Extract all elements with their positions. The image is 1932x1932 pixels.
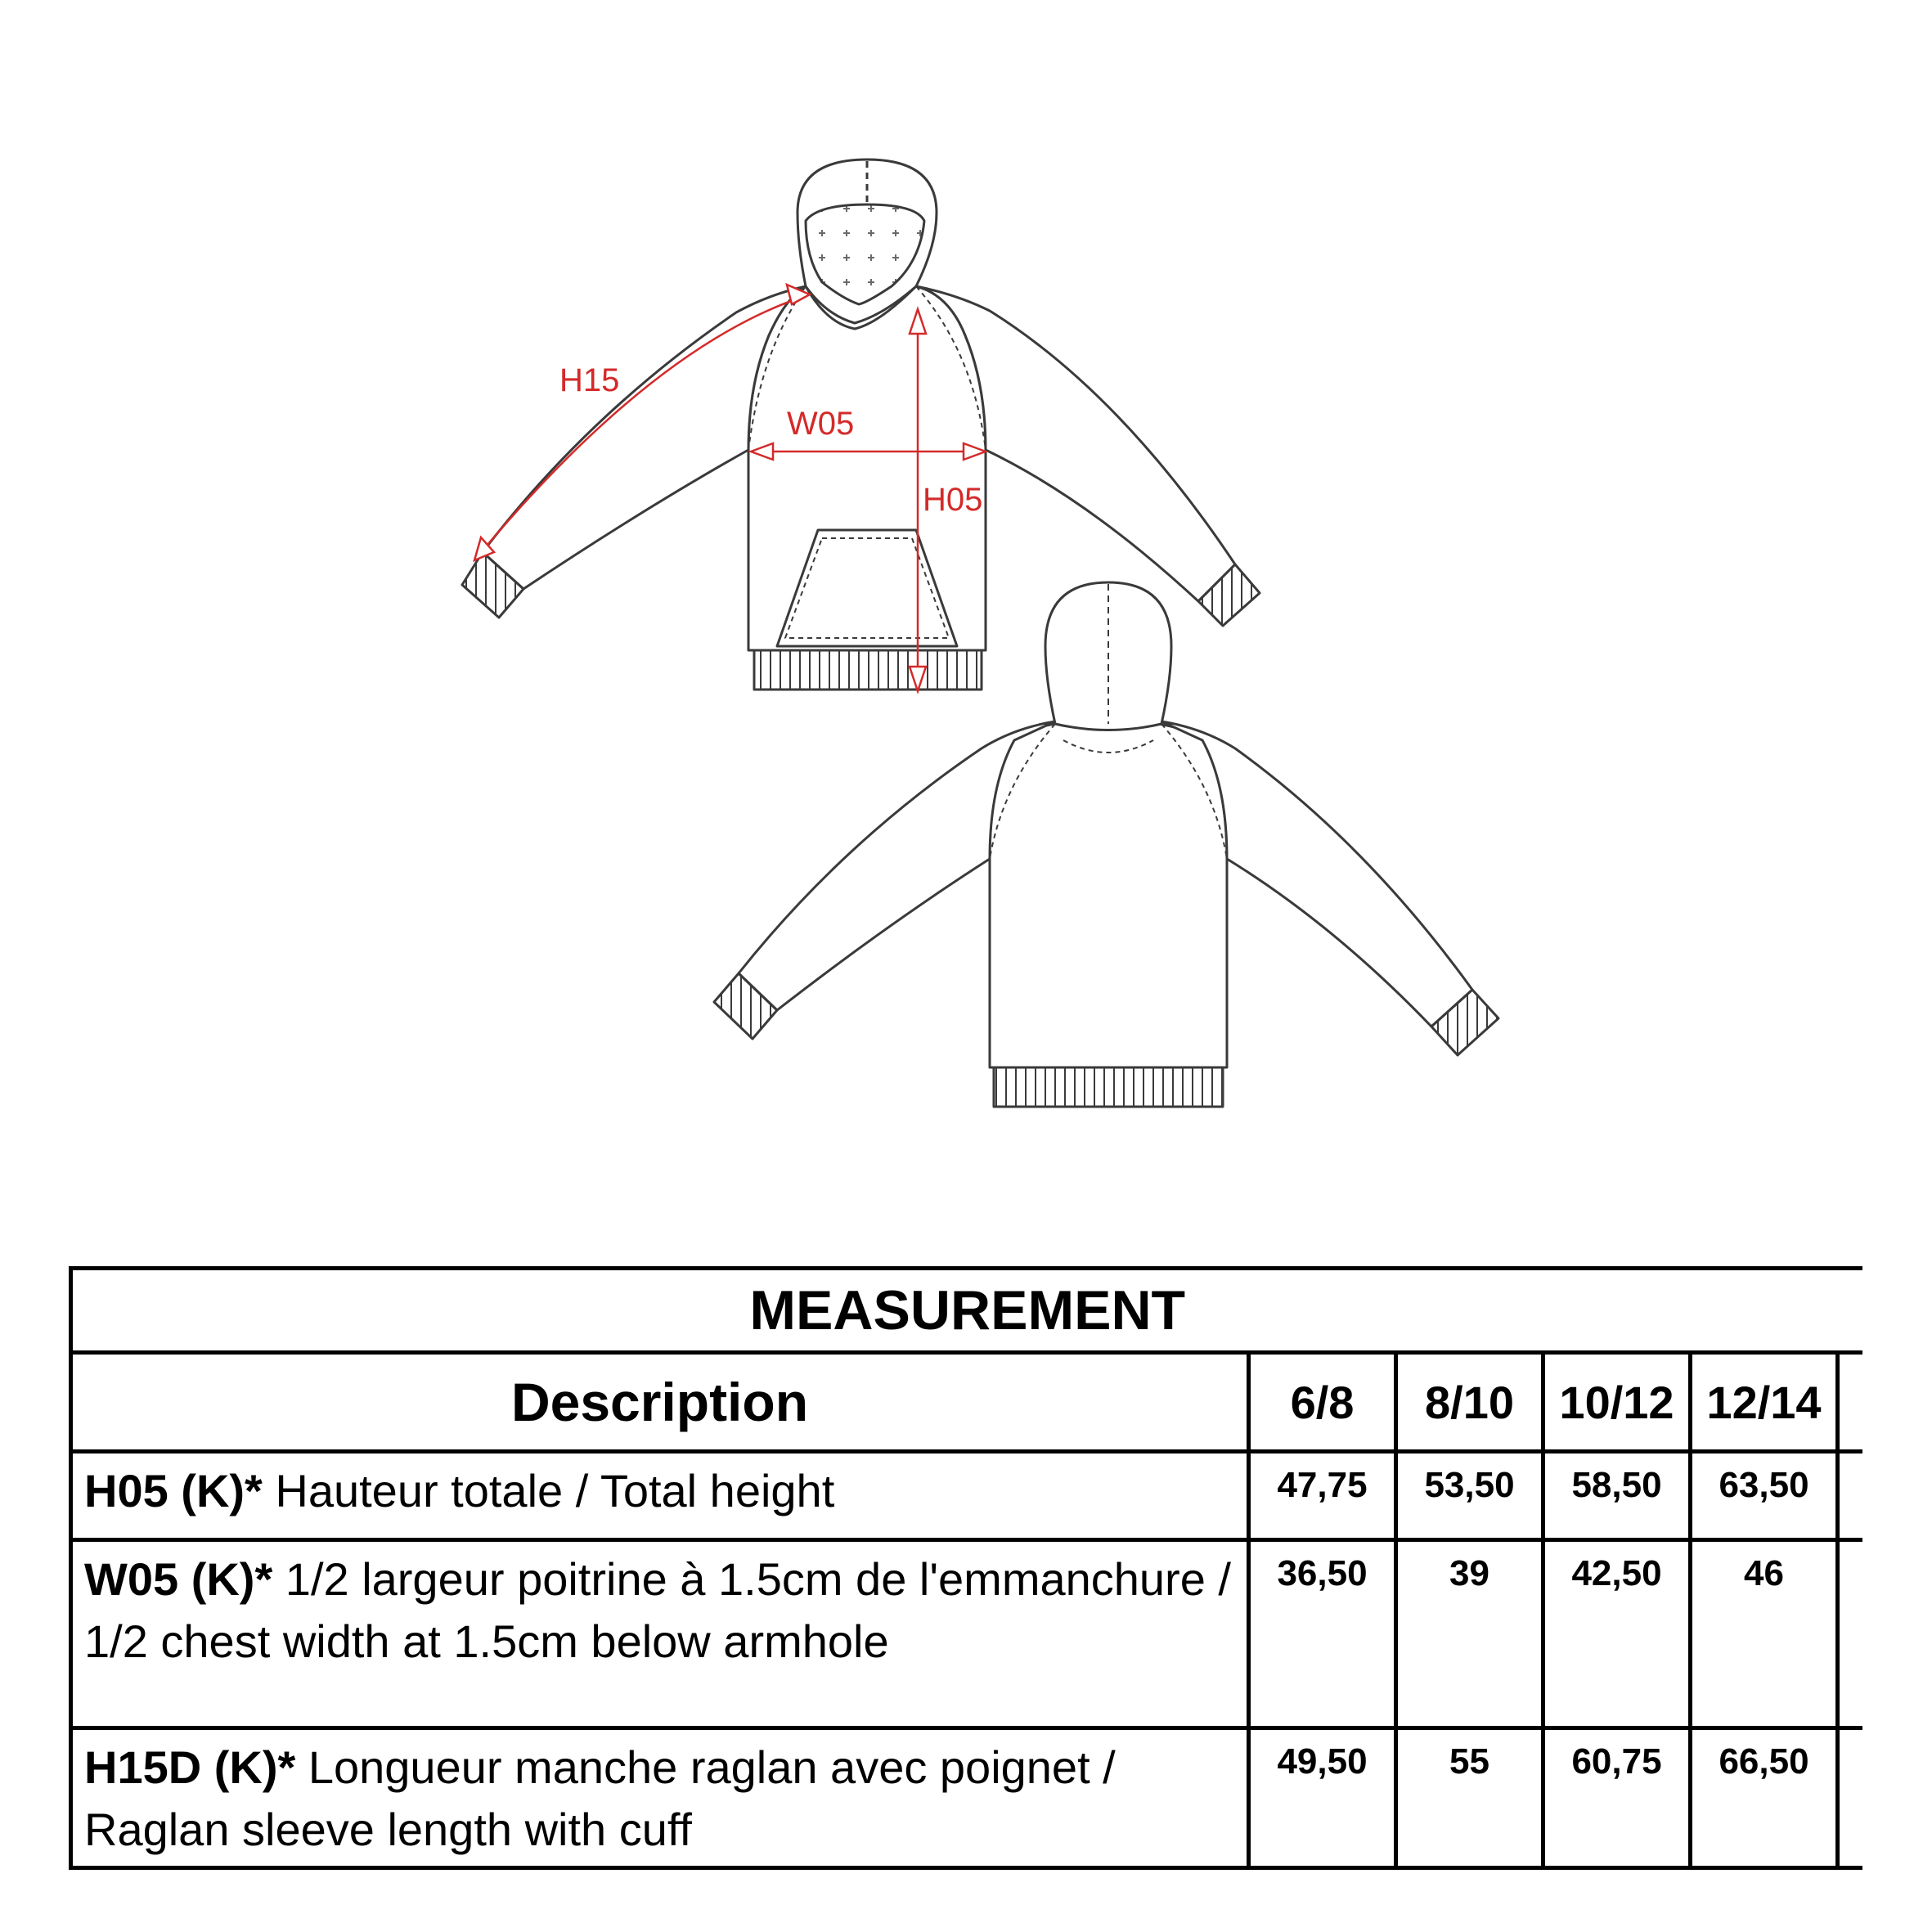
description-header: Description: [71, 1353, 1249, 1452]
row-value: 47,75: [1249, 1452, 1396, 1540]
row-text: Hauteur totale / Total height: [262, 1465, 835, 1516]
row-value: 46: [1691, 1540, 1838, 1728]
measurement-table-container: [69, 1266, 1860, 1891]
h15-label: H15: [559, 362, 620, 398]
row-value: 63,50: [1691, 1452, 1838, 1540]
table-title: MEASUREMENT: [71, 1269, 1862, 1353]
row-code: H05 (K)*: [84, 1465, 263, 1516]
h05-label: H05: [923, 482, 983, 518]
table-title-row: [71, 1269, 1862, 1353]
row-value: 66,50: [1691, 1728, 1838, 1868]
size-header: 10/12: [1543, 1353, 1691, 1452]
table-row: [71, 1540, 1862, 1728]
row-code: H15D (K)*: [84, 1741, 296, 1793]
table-row: [71, 1728, 1862, 1868]
front-hem-band: [754, 650, 982, 690]
row-description: [71, 1452, 1249, 1540]
table-edge-cell: [1838, 1540, 1862, 1728]
row-description: [71, 1728, 1249, 1868]
measurement-table: [69, 1266, 1862, 1870]
row-value: 55: [1396, 1728, 1543, 1868]
size-header: 12/14: [1691, 1353, 1838, 1452]
row-text: 1/2 largeur poitrine à 1.5cm de l'emmanchure / 1/2 chest width at 1.5cm below armhole: [84, 1553, 1231, 1667]
row-description: [71, 1540, 1249, 1728]
row-value: 53,50: [1396, 1452, 1543, 1540]
table-edge-cell: [1838, 1728, 1862, 1868]
row-value: 42,50: [1543, 1540, 1691, 1728]
back-body-outline: [990, 720, 1227, 1067]
row-value: 60,75: [1543, 1728, 1691, 1868]
table-header-row: [71, 1353, 1862, 1452]
row-text: Longueur manche raglan avec poignet / Raglan sleeve length with cuff: [84, 1741, 1116, 1855]
size-header: 6/8: [1249, 1353, 1396, 1452]
row-value: 58,50: [1543, 1452, 1691, 1540]
row-code: W05 (K)*: [84, 1553, 273, 1605]
row-value: 49,50: [1249, 1728, 1396, 1868]
size-header: 8/10: [1396, 1353, 1543, 1452]
table-edge-cell: [1838, 1353, 1862, 1452]
w05-label: W05: [787, 406, 855, 442]
front-body-outline: [748, 286, 986, 650]
table-edge-cell: [1838, 1452, 1862, 1540]
row-value: 36,50: [1249, 1540, 1396, 1728]
table-row: [71, 1452, 1862, 1540]
back-hem-band: [994, 1067, 1223, 1107]
row-value: 39: [1396, 1540, 1543, 1728]
